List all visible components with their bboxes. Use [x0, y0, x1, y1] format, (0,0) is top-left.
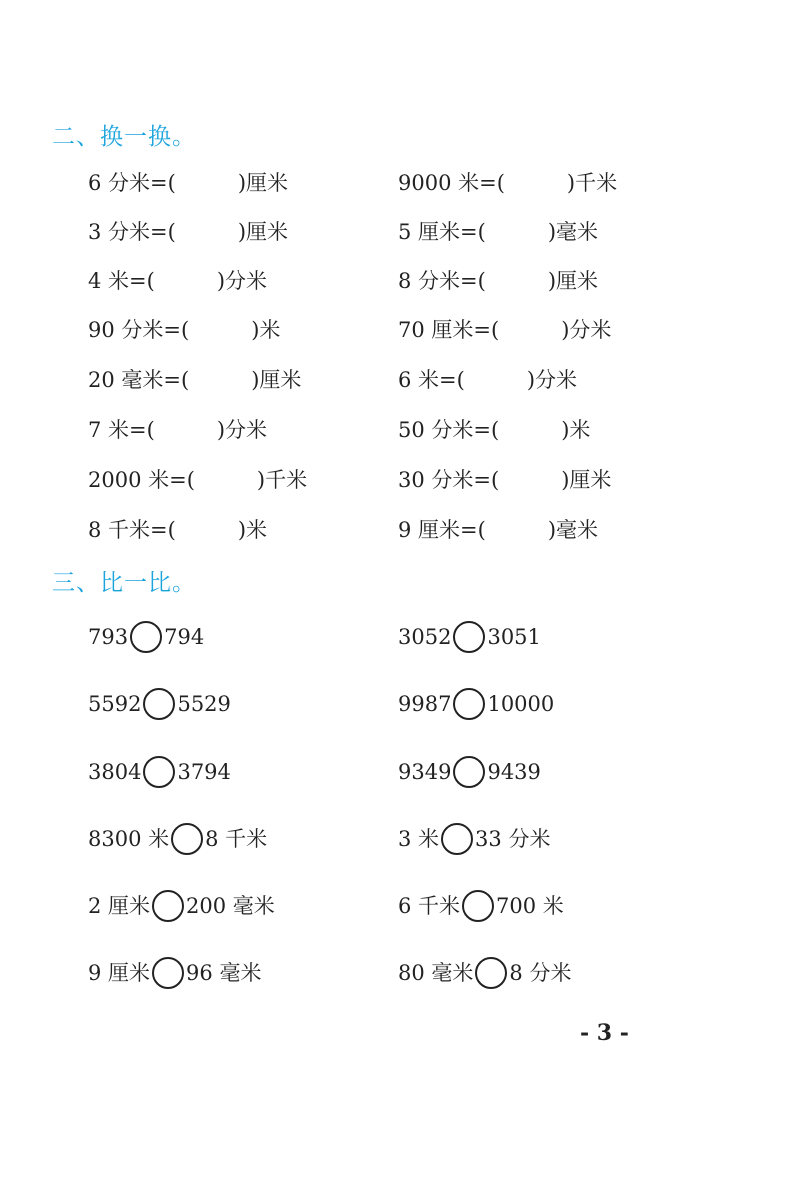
compare-circle[interactable]: [462, 890, 494, 922]
section-heading-convert: 二、换一换。: [52, 124, 196, 150]
conversion-item: 5 厘米=( )毫米: [398, 220, 599, 244]
conversion-item: 8 千米=( )米: [88, 518, 268, 542]
comparison-item: 9 厘米 96 毫米: [88, 958, 261, 988]
conversion-item: 9000 米=( )千米: [398, 171, 618, 195]
compare-circle[interactable]: [441, 823, 473, 855]
comparison-item: 9987 10000: [398, 689, 554, 719]
comparison-item: 793 794: [88, 622, 204, 652]
compare-circle[interactable]: [152, 957, 184, 989]
compare-circle[interactable]: [453, 688, 485, 720]
comparison-item: 8300 米 8 千米: [88, 824, 267, 854]
comparison-item: 3804 3794: [88, 757, 231, 787]
conversion-item: 4 米=( )分米: [88, 269, 268, 293]
comparison-item: 5592 5529: [88, 689, 231, 719]
conversion-item: 6 分米=( )厘米: [88, 171, 289, 195]
comparison-item: 3052 3051: [398, 622, 541, 652]
conversion-item: 3 分米=( )厘米: [88, 220, 289, 244]
conversion-item: 20 毫米=( )厘米: [88, 368, 302, 392]
compare-circle[interactable]: [143, 688, 175, 720]
conversion-item: 2000 米=( )千米: [88, 468, 308, 492]
conversion-item: 70 厘米=( )分米: [398, 318, 612, 342]
comparison-item: 9349 9439: [398, 757, 541, 787]
conversion-item: 8 分米=( )厘米: [398, 269, 599, 293]
compare-circle[interactable]: [453, 756, 485, 788]
conversion-item: 7 米=( )分米: [88, 418, 268, 442]
page-number: - 3 -: [580, 1020, 629, 1046]
comparison-item: 6 千米 700 米: [398, 891, 564, 921]
comparison-item: 2 厘米 200 毫米: [88, 891, 275, 921]
comparison-item: 3 米 33 分米: [398, 824, 550, 854]
compare-circle[interactable]: [171, 823, 203, 855]
conversion-item: 9 厘米=( )毫米: [398, 518, 599, 542]
compare-circle[interactable]: [143, 756, 175, 788]
conversion-item: 6 米=( )分米: [398, 368, 578, 392]
compare-circle[interactable]: [152, 890, 184, 922]
comparison-item: 80 毫米 8 分米: [398, 958, 571, 988]
compare-circle[interactable]: [130, 621, 162, 653]
conversion-item: 50 分米=( )米: [398, 418, 591, 442]
compare-circle[interactable]: [475, 957, 507, 989]
conversion-item: 90 分米=( )米: [88, 318, 281, 342]
conversion-item: 30 分米=( )厘米: [398, 468, 612, 492]
section-heading-compare: 三、比一比。: [52, 570, 196, 596]
compare-circle[interactable]: [453, 621, 485, 653]
